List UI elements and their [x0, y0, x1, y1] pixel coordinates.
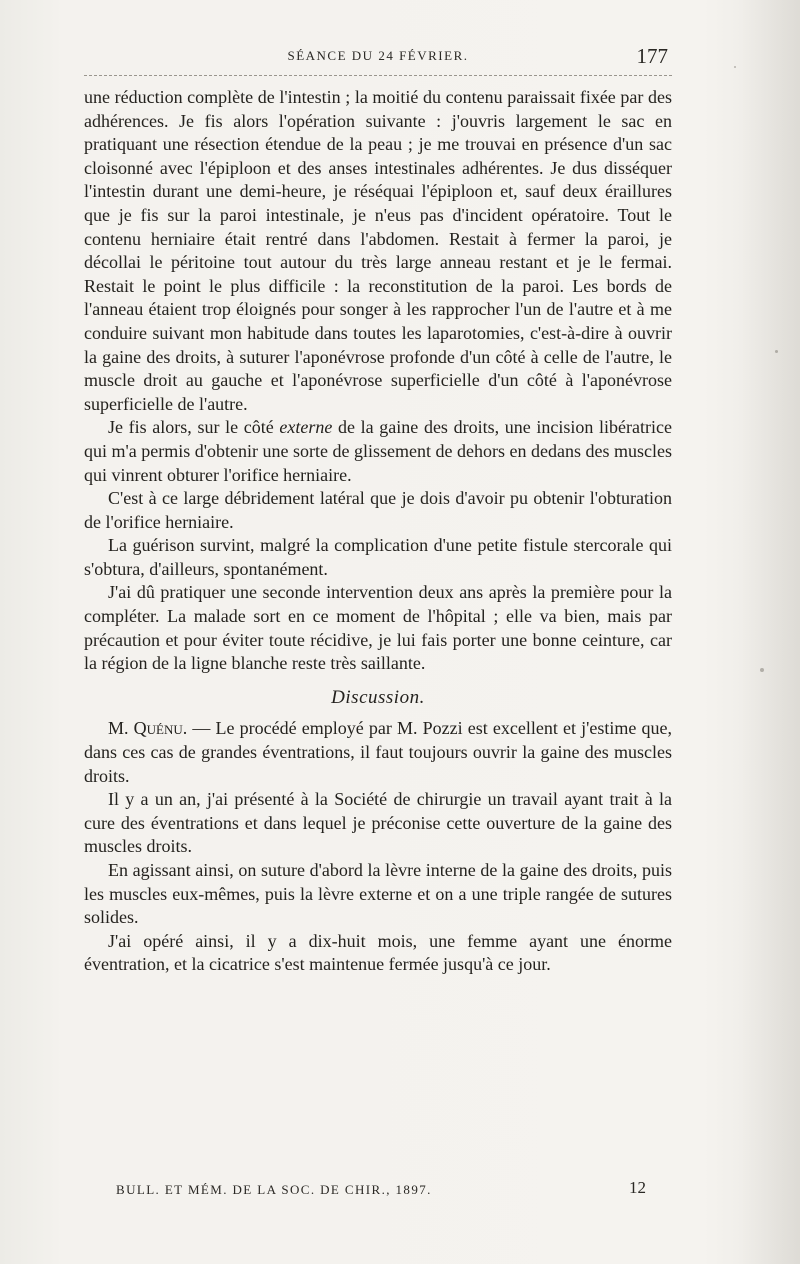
paragraph-quenu: [84, 717, 672, 788]
header-rule: [84, 75, 672, 76]
paragraph-seconde-intervention: J'ai dû pratiquer une seconde intervention deux ans après la première pour la compléter. La malade sort en ce moment de l'hôpital ; elle va bien, mais par précaution et pour éviter toute récidive, je lui fais porter une bonne ceinture, car la région de la ligne blanche reste très saillante.: [84, 582, 672, 674]
signature-mark: 12: [629, 1178, 646, 1197]
paragraph-guerison: La guérison survint, malgré la complication d'une petite fistule stercorale qui s'obtura, d'ailleurs, spontanément.: [84, 535, 672, 579]
page-footer: [84, 1180, 672, 1204]
page-edge-shadow: [740, 0, 800, 1264]
paragraph-suture: En agissant ainsi, on suture d'abord la lèvre interne de la gaine des droits, puis les muscles eux-mêmes, puis la lèvre externe et on a une triple rangée de sutures solides.: [84, 860, 672, 928]
paragraph-quenu-text: — Le procédé employé par M. Pozzi est excellent et j'estime que, dans ces cas de grandes éventrations, il faut toujours ouvrir la gaine des muscles droits.: [84, 718, 672, 786]
footer-citation: BULL. ET MÉM. DE LA SOC. DE CHIR., 1897.: [116, 1182, 432, 1197]
paragraph-incision-before: Je fis alors, sur le côté: [108, 417, 280, 438]
paper-speck: [734, 66, 736, 68]
paragraph-societe: Il y a un an, j'ai présenté à la Société de chirurgie un travail ayant trait à la cure des éventrations et dans lequel je préconise cette ouverture de la gaine des muscles droits.: [84, 789, 672, 857]
paragraph-continuation: une réduction complète de l'intestin ; la moitié du contenu paraissait fixée par des adhérences. Je fis alors l'opération suivante : j'ouvris largement le sac en pratiquant une résection étendue de la peau ; je me trouvai en présence d'un sac cloisonné avec l'épiploon et des anses intestinales adhérentes. Je dus disséquer l'intestin durant une demi-heure, je réséquai l'épiploon et, sauf deux éraillures que je fis sur la paroi intestinale, je n'eus pas d'incident opératoire. Tout le contenu herniaire était rentré dans l'abdomen. Restait à fermer la paroi, je décollai le péritoine tout autour du très large anneau restant et je le fermai. Restait le point le plus difficile : la reconstitution de la paroi. Les bords de l'anneau étaient trop éloignés pour songer à les rapprocher l'un de l'autre et à me conduire suivant mon habitude dans toutes les laparotomies, c'est-à-dire à ouvrir la gaine des droits, à suturer l'aponévrose profonde d'un côté à celle de l'autre, le muscle droit au gauche et l'aponévrose superficielle d'un côté à l'aponévrose superficielle de l'autre.: [84, 87, 672, 414]
paper-speck: [775, 350, 778, 353]
paragraph-incision-after: de la gaine des droits, une incision libératrice qui m'a permis d'obtenir une sorte de glissement de dehors en dedans des muscles qui vinrent obturer l'orifice herniaire.: [84, 417, 672, 485]
section-heading-discussion: Discussion.: [331, 686, 425, 708]
paragraph-debridement: C'est à ce large débridement latéral que je dois d'avoir pu obtenir l'obturation de l'orifice herniaire.: [84, 488, 672, 532]
speaker-name: M. Quénu.: [108, 718, 188, 739]
paragraph-incision: [84, 416, 672, 487]
body-text: [84, 86, 672, 977]
page-number: 177: [636, 44, 668, 68]
paragraph-operation: J'ai opéré ainsi, il y a dix-huit mois, une femme ayant une énorme éventration, et la cicatrice s'est maintenue fermée jusqu'à ce jour.: [84, 930, 672, 975]
paper-speck: [760, 668, 764, 672]
running-head: [84, 44, 672, 70]
running-title: SÉANCE DU 24 FÉVRIER.: [287, 48, 469, 63]
emphasis-externe: externe: [279, 417, 333, 438]
